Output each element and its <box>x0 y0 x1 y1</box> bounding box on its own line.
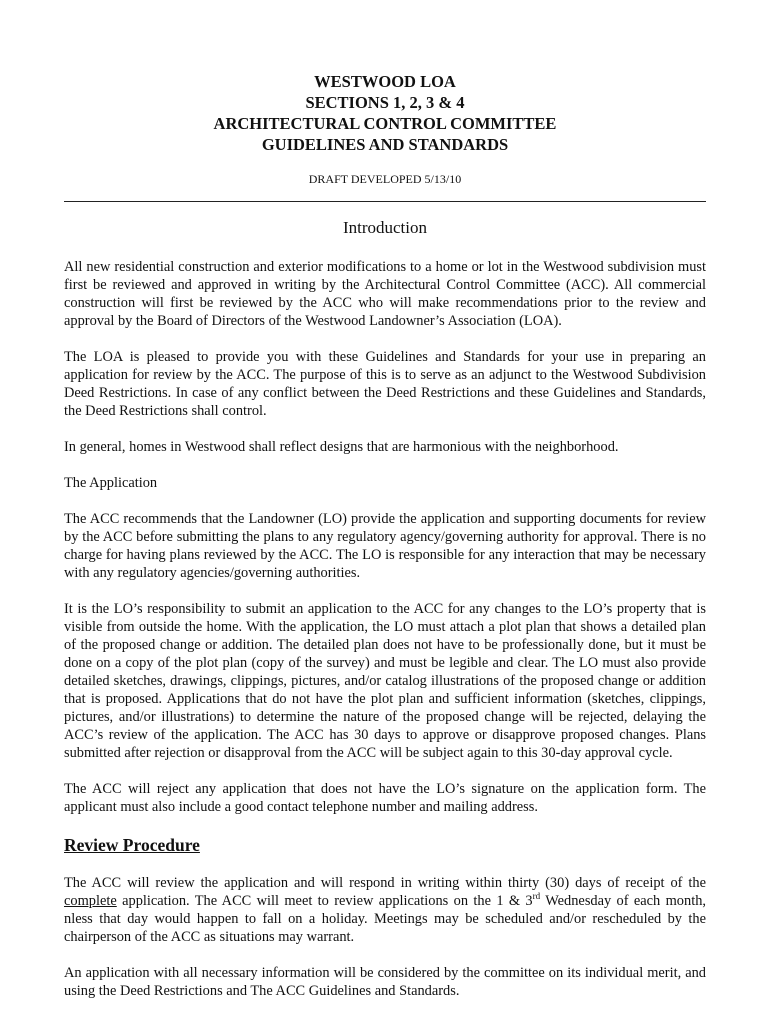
document-page <box>64 71 706 1000</box>
intro-paragraph-2: The LOA is pleased to provide you with these Guidelines and Standards for your use in preparing an application for review by the ACC. The purpose of this is to serve as an adjunct to the Westwood Subdivision Deed Restrictions. In case of any conflict between the Deed Restrictions and these Guidelines and Standards, the Deed Restrictions shall control. <box>64 349 706 419</box>
document-title <box>64 71 706 155</box>
review-paragraph-1 <box>64 874 706 946</box>
title-line-4: GUIDELINES AND STANDARDS <box>261 135 509 154</box>
application-paragraph-2: It is the LO’s responsibility to submit an application to the ACC for any changes to the LO’s property that is visible from outside the home. With the application, the LO must attach a plot plan that shows a detailed plan of the proposed change or addition. The detailed plan does not have to be professionally done, but it must be done on a copy of the plot plan (copy of the survey) and must be legible and clear. The LO must also provide detailed sketches, drawings, clippings, pictures, and/or catalog illustrations of the proposed change or addition that is proposed. Applications that do not have the plot plan and sufficient information (sketches, clippings, pictures, and/or illustrations) to determine the nature of the proposed change will be rejected, delaying the ACC’s review of the application. The ACC has 30 days to approve or disapprove proposed changes. Plans submitted after rejection or disapproval from the ACC will be subject again to this 30-day approval cycle. <box>64 601 706 761</box>
review-text-a: The ACC will review the application and will respond in writing within thirty (30) days of receipt of the <box>64 875 706 891</box>
intro-paragraph-3: In general, homes in Westwood shall reflect designs that are harmonious with the neighborhood. <box>64 439 619 455</box>
application-paragraph-3: The ACC will reject any application that does not have the LO’s signature on the application form. The applicant must also include a good contact telephone number and mailing address. <box>64 781 706 815</box>
ordinal-superscript: rd <box>532 891 541 902</box>
application-paragraph-1: The ACC recommends that the Landowner (LO) provide the application and supporting documents for review by the ACC before submitting the plans to any regulatory agency/governing authority for approval. There is no charge for having plans reviewed by the ACC. The LO is responsible for any interaction that may be necessary with any regulatory agencies/governing authorities. <box>64 511 706 581</box>
intro-paragraph-1: All new residential construction and exterior modifications to a home or lot in the Westwood subdivision must first be reviewed and approved in writing by the Architectural Control Committee (ACC). All commercial construction will first be reviewed by the ACC who will make recommendations prior to the review and approval by the Board of Directors of the Westwood Landowner’s Association (LOA). <box>64 259 706 329</box>
review-text-c: Wednesday of each month, nless that day would happen to fall on a holiday. Meetings may be scheduled and/or rescheduled by the chairperson of the ACC as situations may warrant. <box>64 893 706 945</box>
title-line-1: WESTWOOD LOA <box>314 72 456 91</box>
draft-date: DRAFT DEVELOPED 5/13/10 <box>308 172 462 186</box>
horizontal-divider <box>64 201 706 202</box>
review-procedure-heading: Review Procedure <box>64 835 200 855</box>
title-line-3: ARCHITECTURAL CONTROL COMMITTEE <box>213 114 557 133</box>
application-heading: The Application <box>64 475 158 491</box>
title-line-2: SECTIONS 1, 2, 3 & 4 <box>305 93 465 112</box>
review-paragraph-2: An application with all necessary information will be considered by the committee on its individual merit, and using the Deed Restrictions and The ACC Guidelines and Standards. <box>64 965 706 999</box>
review-text-b: application. The ACC will meet to review applications on the 1 & 3 <box>116 893 533 909</box>
complete-underlined: complete <box>64 893 117 909</box>
introduction-heading: Introduction <box>342 218 428 237</box>
